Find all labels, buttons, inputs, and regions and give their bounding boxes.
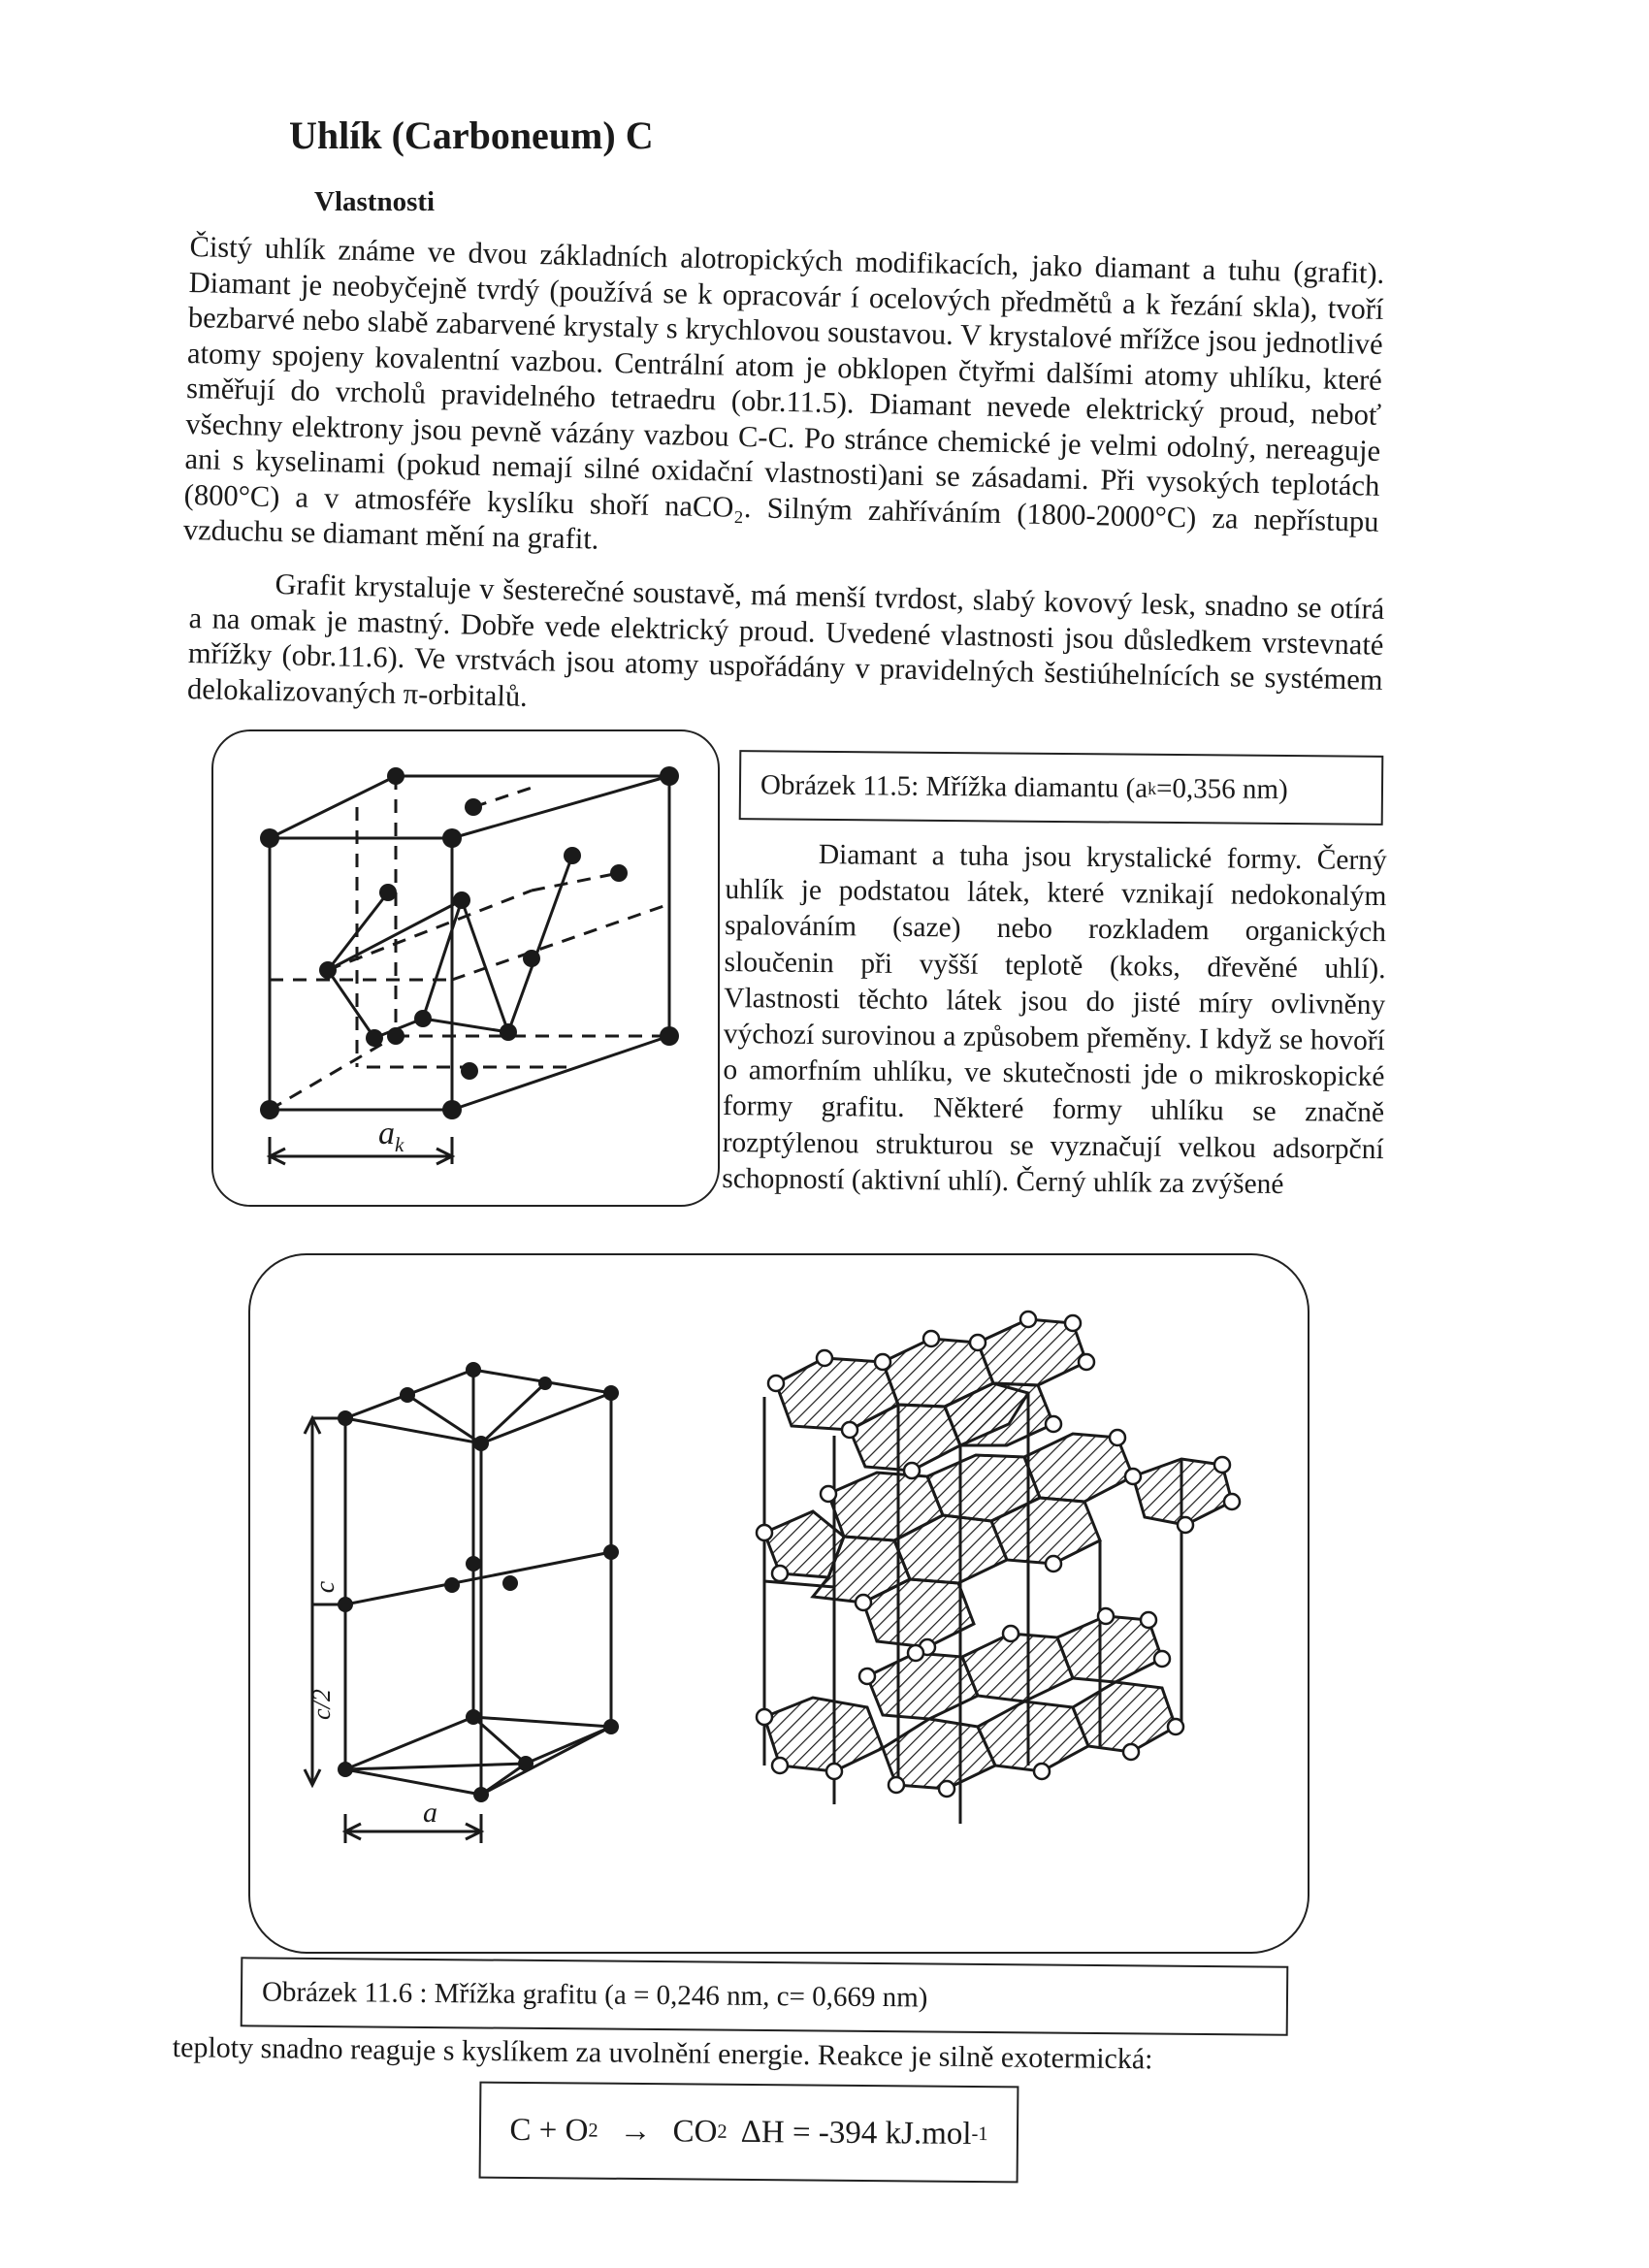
paragraph-graphite: Grafit krystaluje v šesterečné soustavě, má menší tvrdost, slabý kovový lesk, snadno se otírá a na omak je mastný. Dobře vede elektrický proud. Uvedené vlastnosti jsou důsledkem vrstevnaté mřížky (obr.11.6). Ve vrstvách jsou atomy uspořádány v pravidelných šestiúhelnících se systémem delokalizovaných π-orbitalů.: [186, 567, 1385, 713]
graphite-c-label: c: [310, 1580, 341, 1594]
paragraph-black-carbon: Diamant a tuha jsou krystalické formy. Černý uhlík je podstatou látek, které vznikají nedokonalým spalováním (saze) nebo rozkladem organických sloučenin při vyšší teplotě (koks, dřevěné uhlí). Vlastnosti těchto látek jsou do jisté míry ovlivněny výchozí surovinou a způsobem přeměny. I když se hovoří o amorfním uhlíku, ve skutečnosti jde o mikroskopické formy grafitu. Některé formy uhlíku se značně rozptýlenou strukturou se vyznačují velkou adsorpční schopností (aktivní uhlí). Černý uhlík za zvýšené: [722, 839, 1387, 1200]
paragraph-diamond: Čistý uhlík známe ve dvou základních alotropických modifikacích, jako diamant a tuhu (grafit). Diamant je neobyčejně tvrdý (používá se k opracovár í ocelových předmětů a k řezání skla), tvoří bezbarvé nebo slabě zabarvené krystaly s krychlovou soustavou. V krystalové mřížce jsou jednotlivé atomy spojeny kovalentní vazbou. Centrální atom je obklopen čtyřmi dalšími atomy uhlíku, které směřují do vrcholů pravidelného tetraedru (obr.11.5). Diamant nevede elektrický proud, neboť všechny elektrony jsou pevně vázány vazbou C-C. Po stránce chemické je velmi odolný, nereaguje ani s kyselinami (pokud nemají silné oxidační vlastnosti)ani se zásadami. Při vysokých teplotách (800°C) a v atmosféře kyslíku shoří naCO₂. Silným zahříváním (1800-2000°C) za nepřístupu vzduchu se diamant mění na grafit.: [182, 229, 1385, 556]
diamond-edge-label: $a_k$: [378, 1116, 404, 1156]
caption-graphite: Obrázek 11.6 : Mřížka grafitu (a = 0,246 nm, c= 0,669 nm): [241, 1957, 1289, 2035]
graphite-layers-figure: [737, 1300, 1261, 1853]
paragraph-reaction-intro: teploty snadno reaguje s kyslíkem za uvolnění energie. Reakce je silně exotermická:: [172, 2031, 1153, 2076]
graphite-a-label: a: [423, 1797, 437, 1829]
graphite-unit-cell-figure: [291, 1329, 640, 1853]
reaction-equation: C + O 2 → CO 2 ΔH = -394 kJ.mol -1: [479, 2082, 1019, 2184]
page-title: Uhlík (Carboneum) C: [289, 113, 654, 157]
caption-diamond: Obrázek 11.5: Mřížka diamantu (a k =0,356 nm): [739, 750, 1384, 826]
diamond-lattice-figure: [211, 729, 716, 1203]
section-heading: Vlastnosti: [314, 186, 436, 217]
graphite-half-c-label: c/2: [307, 1689, 336, 1720]
